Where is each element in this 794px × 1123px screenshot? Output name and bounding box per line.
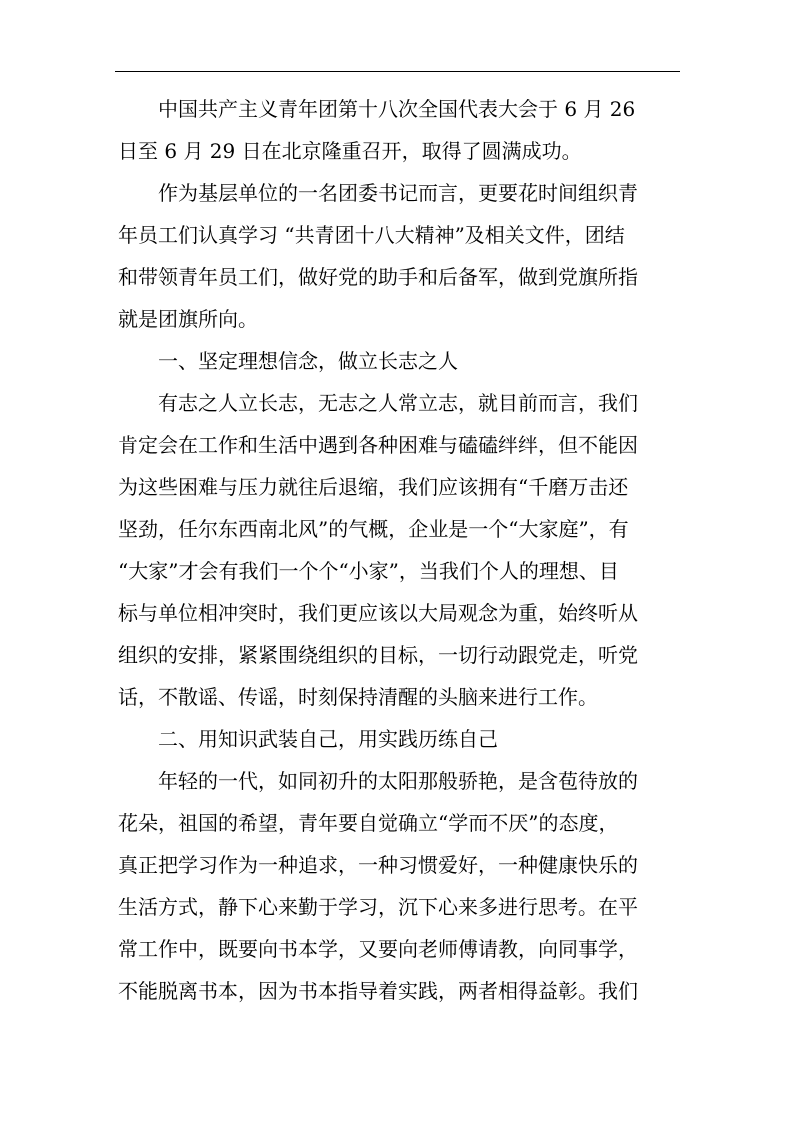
text-line: 有志之人立长志，无志之人常立志，就目前而言，我们 — [158, 391, 638, 415]
document-body — [118, 88, 688, 1012]
text-line: 中国共产主义青年团第十八次全国代表大会于 6 月 26 — [158, 97, 636, 121]
text-line: 话，不散谣、传谣，时刻保持清醒的头脑来进行工作。 — [118, 685, 598, 709]
text-line: 坚劲，任尔东西南北风”的气概，企业是一个“大家庭”，有 — [118, 517, 629, 541]
text-line: 组织的安排，紧紧围绕组织的目标，一切行动跟党走，听党 — [118, 643, 638, 667]
text-line: 花朵，祖国的希望，青年要自觉确立“学而不厌”的态度， — [118, 811, 619, 835]
text-line: 年轻的一代，如同初升的太阳那般骄艳，是含苞待放的 — [158, 769, 638, 793]
text-line: 日至 6 月 29 日在北京隆重召开，取得了圆满成功。 — [118, 139, 582, 163]
text-line: 标与单位相冲突时，我们更应该以大局观念为重，始终听从 — [118, 601, 638, 625]
text-line: 不能脱离书本，因为书本指导着实践，两者相得益彰。我们 — [118, 979, 638, 1003]
body-paragraph — [118, 88, 688, 172]
text-line: 作为基层单位的一名团委书记而言，更要花时间组织青 — [158, 181, 638, 205]
body-paragraph — [118, 760, 688, 1012]
body-paragraph — [118, 382, 688, 718]
text-line: 就是团旗所向。 — [118, 307, 258, 331]
section-heading — [118, 340, 688, 382]
section-heading — [118, 718, 688, 760]
text-line: 一、坚定理想信念，做立长志之人 — [158, 349, 458, 373]
header-rule — [115, 71, 680, 72]
text-line: 和带领青年员工们，做好党的助手和后备军，做到党旗所指 — [118, 265, 638, 289]
body-paragraph — [118, 172, 688, 340]
text-line: “大家”才会有我们一个个“小家”，当我们个人的理想、目 — [118, 559, 619, 583]
text-line: 二、用知识武装自己，用实践历练自己 — [158, 727, 498, 751]
text-line: 为这些困难与压力就往后退缩，我们应该拥有“千磨万击还 — [118, 475, 629, 499]
text-line: 常工作中，既要向书本学，又要向老师傅请教，向同事学， — [118, 937, 638, 961]
text-line: 肯定会在工作和生活中遇到各种困难与磕磕绊绊，但不能因 — [118, 433, 638, 457]
text-line: 年员工们认真学习 “共青团十八大精神”及相关文件，团结 — [118, 223, 625, 247]
text-line: 真正把学习作为一种追求，一种习惯爱好，一种健康快乐的 — [118, 853, 638, 877]
text-line: 生活方式，静下心来勤于学习，沉下心来多进行思考。在平 — [118, 895, 638, 919]
